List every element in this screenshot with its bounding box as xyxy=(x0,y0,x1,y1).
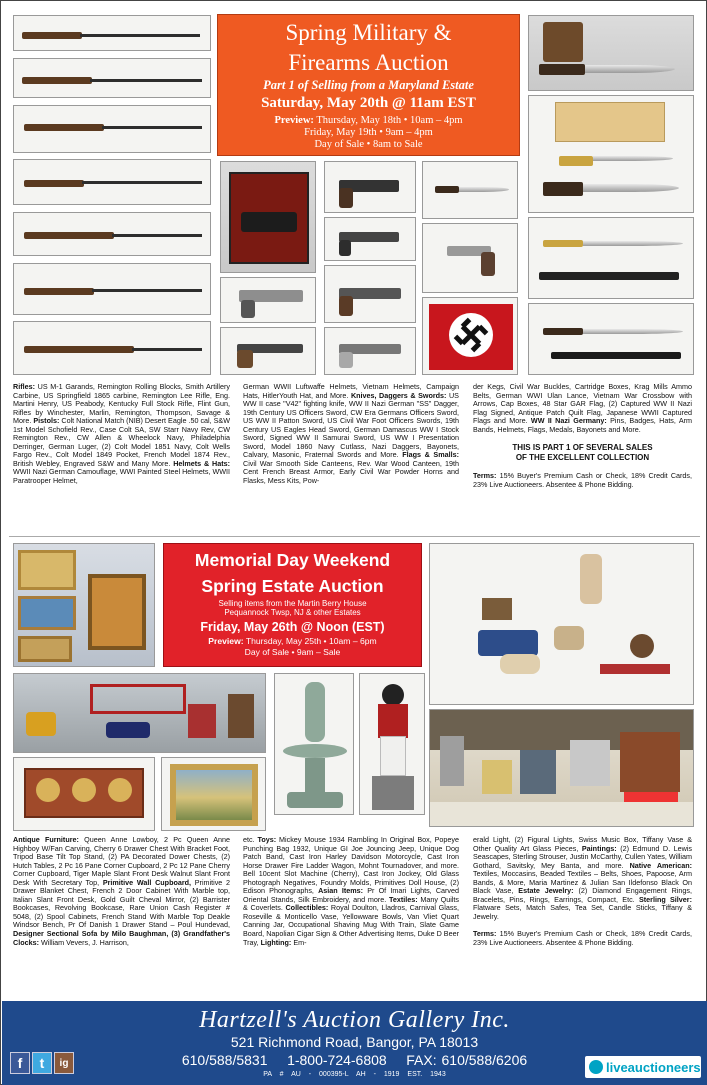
estate-auction-title-1: Memorial Day Weekend xyxy=(194,550,391,570)
estate-column-3-intro: erald Light, (2) Figural Lights, Swiss Music Box, Tiffany Vase & Other Quality Art Glass Pieces, xyxy=(473,835,692,853)
estate-column-2-intro: etc. xyxy=(243,835,255,844)
company-address: 521 Richmond Road, Bangor, PA 18013 xyxy=(230,1034,479,1050)
estate-text-column-3 xyxy=(473,836,692,948)
photo-revolver-3 xyxy=(324,265,416,323)
military-terms-label: Terms: xyxy=(473,471,497,481)
military-auction-date: Saturday, May 20th @ 11am EST xyxy=(261,95,476,111)
photo-boxed-pistol xyxy=(220,161,316,273)
footer-band xyxy=(2,1001,707,1085)
silver-text: Flatware Sets, Match Safes, Tea Set, Candle Sticks, Tiffany & Jewelry. xyxy=(473,903,692,921)
military-auction-subtitle: Part 1 of Selling from a Maryland Estate xyxy=(263,78,474,92)
clocks-label: Grandfather's Clocks: xyxy=(13,929,230,947)
photo-rifle-3 xyxy=(13,105,211,153)
liveauctioneers-brand: liveauctioneers xyxy=(606,1059,701,1075)
furniture-text: Queen Anne Lowboy, 2 Pc Queen Anne Highboy W/Fan Carving, Cherry 6 Drawer Chest With Bracket Foot, Tripod Base Tilt Top Stand, (2) PA Decorated Dower Chests, (2) Hutch Tables, 2 Pc 16 Pane Corner Cupboard, 2 Pc 12 Pane Cherry Corner Cupboard, Tiger Maple Slant Front Desk Walnut Slant Front Desk With Secretary Top, xyxy=(13,835,230,887)
collection-notice xyxy=(473,443,692,462)
instagram-icon[interactable]: ig xyxy=(54,1052,74,1074)
flags-label: Flags & Smalls: xyxy=(402,450,460,460)
furniture-label: Antique Furniture: xyxy=(13,835,79,844)
military-auction-title-2: Firearms Auction xyxy=(288,50,449,75)
military-auction-title-1: Spring Military & xyxy=(285,20,452,45)
knives-text: US WW II case "V42" fighting knife, WW II Nazi German "SS" Dagger, 19th Century US Officers Sword, CW Era Germans Officers Sword, US WW II Patton Sword, US Civil War Foot Officers Swords, 19th Century US Eagles Head Sword, German Damascus WW I Stock Sword, Signed WW II Samurai Sword, US WW I Presentation Sword, Model 1860 Navy Cutlass, Nazi Daggers, Bayonets, Calvary, Masonic, Fraternal Swords and More. xyxy=(243,390,459,460)
military-preview xyxy=(218,115,519,151)
license-au: PA # AU - 000395-L xyxy=(263,1071,349,1078)
military-preview-line-2: Friday, May 19th • 9am – 4pm xyxy=(304,127,433,138)
photo-collectibles xyxy=(429,709,694,827)
native-text: Textiles, Moccasins, Beaded Textiles – Belts, Shoes, Papoose, Arm Bands, & More, Maria Martinez & Julian San Ildefonso Black On Black Vase, xyxy=(473,869,692,896)
photo-rifle-6 xyxy=(13,263,211,315)
estate-preview-label: Preview: xyxy=(208,636,244,646)
pistols-label: Pistols: xyxy=(33,416,60,426)
primitive-text: Primitive 2 Drawer Blanket Chest, French 2 Door Cabinet With Marble top, Italian Slant Front Desk, Gold Guilt Cheval Mirror, (2) Barrister Bookcases, Revolving Bookcase, Rare Union Cash Register # 5048, (2) Spool Cabinets, French Stand With Marble Top Deakle Windsor Bench, Pr Of Danish 1 Drawer Stand – Poul Hundevad, xyxy=(13,877,231,930)
photo-paintings-wall xyxy=(13,543,155,667)
twitter-icon[interactable]: t xyxy=(32,1052,52,1074)
photo-desert-eagle xyxy=(220,277,316,323)
photo-flintlock-pistol xyxy=(220,327,316,375)
military-terms-text: 15% Buyer's Premium Cash or Check, 18% Credit Cards, 23% Live Auctioneers. Absentee & Phone Bidding. xyxy=(473,471,693,489)
asian-text: Pr Of Imari Lights, Carved Oriental Stands, Silk Embroidery, and more. xyxy=(243,886,460,904)
photo-boxed-daggers xyxy=(528,95,694,213)
military-auction-header xyxy=(217,14,520,156)
paintings-label: Paintings: xyxy=(581,843,617,853)
photo-revolver-1 xyxy=(324,161,416,213)
photo-derringer xyxy=(422,223,518,293)
estate-preview-line-2: Day of Sale • 9am – Sale xyxy=(244,647,341,657)
photo-cast-iron-fountain xyxy=(274,673,354,815)
paintings-text: (2) Edmund D. Lewis Seascapes, Sterling Strouser, Justin McCarthy, Cullen Yates, William Gothard, Savitsky, Mey Banta, and more. xyxy=(473,843,692,870)
estate-preview xyxy=(164,636,421,658)
photo-decorated-dower-chest xyxy=(13,757,155,831)
estate-auction-date: Friday, May 26th @ Noon (EST) xyxy=(200,620,385,634)
photo-rifle-5 xyxy=(13,212,211,256)
asian-label: Asian Items: xyxy=(318,886,364,896)
established-year: EST. 1943 xyxy=(407,1071,446,1078)
military-preview-line-1: Thursday, May 18th • 10am – 4pm xyxy=(316,115,463,126)
photo-revolver-2 xyxy=(324,217,416,261)
photo-nazi-flag xyxy=(422,297,518,375)
phone-1[interactable]: 610/588/5831 xyxy=(181,1052,268,1068)
swastika-icon xyxy=(453,317,489,353)
estate-text-column-2 xyxy=(243,836,459,947)
knives-label: Knives, Daggers & Swords: xyxy=(350,390,447,400)
sofa-label: Designer Sectional Sofa by Milo Baughman, (3) xyxy=(13,929,181,939)
military-preview-label: Preview: xyxy=(274,115,314,126)
estate-subtitle-1: Selling items from the Martin Berry House xyxy=(218,599,367,608)
helmets-text: WWII Nazi German Camouflage, WWI Painted Steel Helmets, WWII Paratrooper Helmet, xyxy=(13,467,230,486)
estate-subtitle-2: Pequannock Twsp, NJ & other Estates xyxy=(224,608,361,617)
photo-rifle-7 xyxy=(13,321,211,375)
photo-toys xyxy=(13,673,266,753)
photo-rifle-2 xyxy=(13,58,211,98)
collectibles-text: Royal Doulton, Lladros, Carnival Glass, Roseville & Monticello Vase, Yellowware Bowls, Van Vliet Quart Canning Jar, Occupational Shaving Mug With Train, Slate Game Board, Napolian Cigar Sign & Other Advertising Items, Duke D Beer Tray, xyxy=(243,903,460,947)
collection-notice-line-2: OF THE EXCELLENT COLLECTION xyxy=(515,452,650,462)
pistols-text: Colt National Match (NIB) Desert Eagle .50 cal, S&W 1st Model Schofield Rev., Case Colt SA, SW Starr Navy Rev, CW Remington Rev., CW Allen & Wheelock Navy, Philadelphia Derringer, German Luger, (2) Colt Model 1851 Navy, Colt Wells Fargo Rev., Colt Model 1849 Pocket, French Model 1874 Rev., British Webley, Engraved S&W and Many More. xyxy=(13,416,231,468)
military-text-column-3 xyxy=(473,383,692,489)
column-3-intro: der Kegs, Civil War Buckles, Cartridge Boxes, Krag Mills Ammo Belts, German WWI Ulan Lance, Vietnam War Crossbow with Arrows, Cap Boxes, 48 Star GAR Flag, (2) Captured WW II Nazi Flag Signed, Antique Patch Quilt Flag, Japanese WWII Captured Flags and More. xyxy=(473,382,692,426)
military-text-column-1 xyxy=(13,383,230,486)
nazi-text: Pins, Badges, Hats, Arm Bands, Helmets, Flags, Medals, Bayonets and More. xyxy=(473,416,693,434)
clocks-text: William Vevers, J. Harrison, xyxy=(40,937,129,947)
collectibles-label: Collectibles: xyxy=(285,903,329,913)
photo-sword-bayonet xyxy=(528,303,694,375)
company-name: Hartzell's Auction Gallery Inc. xyxy=(199,1007,510,1033)
photo-ss-dagger xyxy=(528,217,694,299)
estate-auction-title-2: Spring Estate Auction xyxy=(201,576,384,596)
photo-combat-knife xyxy=(528,15,694,91)
jewelry-text: (2) Diamond Engagement Rings, Bracelets, Pins, Rings, Earrings, Compact, Etc. xyxy=(473,886,692,904)
estate-terms-label: Terms: xyxy=(473,929,497,939)
photo-knife xyxy=(422,161,518,219)
photo-cast-iron-jockey xyxy=(359,673,425,815)
social-links xyxy=(10,1052,74,1074)
lighting-text: Em- xyxy=(293,937,307,947)
fax-number: FAX: 610/588/6206 xyxy=(406,1052,528,1068)
column-2-intro: German WWII Luftwaffe Helmets, Vietnam Helmets, Campaign Hats, HitlerYouth Hat, and More. xyxy=(243,382,459,400)
military-preview-line-3: Day of Sale • 8am to Sale xyxy=(314,139,423,150)
photo-rifle-4 xyxy=(13,159,211,205)
rifles-label: Rifles: xyxy=(13,382,35,391)
toys-label: Toys: xyxy=(257,835,277,844)
flags-text: Civil War Smooth Side Canteens, Rev. War Wood Canteen, 19th Cent French Breast Armor, Early Civil War Powder Horns and Flasks, Mess Kits, Pow- xyxy=(243,458,459,486)
silver-label: Sterling Silver: xyxy=(638,894,692,904)
estate-preview-line-1: Thursday, May 25th • 10am – 6pm xyxy=(245,636,377,646)
textiles-text: Many Quilts & Coverlets. xyxy=(243,894,460,913)
facebook-icon[interactable]: f xyxy=(10,1052,30,1074)
textiles-label: Textiles: xyxy=(388,894,418,904)
photo-revolver-4 xyxy=(324,327,416,375)
section-divider xyxy=(9,536,700,537)
liveauctioneers-dot-icon xyxy=(589,1060,603,1074)
lighting-label: Lighting: xyxy=(260,937,292,947)
toys-text: Mickey Mouse 1934 Rambling In Original Box, Popeye Punching Bag 1932, Unique GI Joe Jouncing Jeep, Unique Dog Patch Band, Cast Iron Harley Davidson Motorcycle, Cast Iron Horse Drawer Fire Ladder Wagon, Mohnt Tournadover, and more. Bell 10cent Slot Machine (Cherry), Cast Iron Jockey, Old Glass Photograph Negatives, Foundry Molds, Primitives Doll House, (2) Edison Phonographs, xyxy=(243,835,459,896)
nazi-label: WW II Nazi Germany: xyxy=(530,416,607,426)
jewelry-label: Estate Jewelry: xyxy=(518,886,574,896)
estate-auction-header xyxy=(163,543,422,667)
helmets-label: Helmets & Hats: xyxy=(173,458,230,468)
estate-text-column-1 xyxy=(13,836,230,947)
collection-notice-line-1: THIS IS PART 1 OF SEVERAL SALES xyxy=(512,443,653,453)
estate-terms-text: 15% Buyer's Premium Cash or Check, 18% Credit Cards, 23% Live Auctioneers. Absentee & Phone Bidding. xyxy=(473,929,693,948)
native-label: Native American: xyxy=(629,860,692,870)
license-ah: AH - 1919 xyxy=(355,1071,400,1078)
photo-native-american-items xyxy=(429,543,694,705)
rifles-text: US M-1 Garands, Remington Rolling Blocks, Smith Artillery Carbine, US Springfield 1865 carbine, Remington Lee Rifle, Eng. Martini Henry, US Peabody, Kentucky Full Stock Rifle, Flint Gun, Rifles by Winchester, Marlin, Remington, Thompson, Savage & More. xyxy=(13,382,230,426)
primitive-label: Primitive Wall Cupboard, xyxy=(102,877,192,887)
military-text-column-2 xyxy=(243,383,459,486)
photo-framed-landscape xyxy=(161,757,266,831)
liveauctioneers-logo[interactable] xyxy=(585,1056,701,1078)
photo-rifle-1 xyxy=(13,15,211,51)
phone-2[interactable]: 1-800-724-6808 xyxy=(287,1052,387,1068)
